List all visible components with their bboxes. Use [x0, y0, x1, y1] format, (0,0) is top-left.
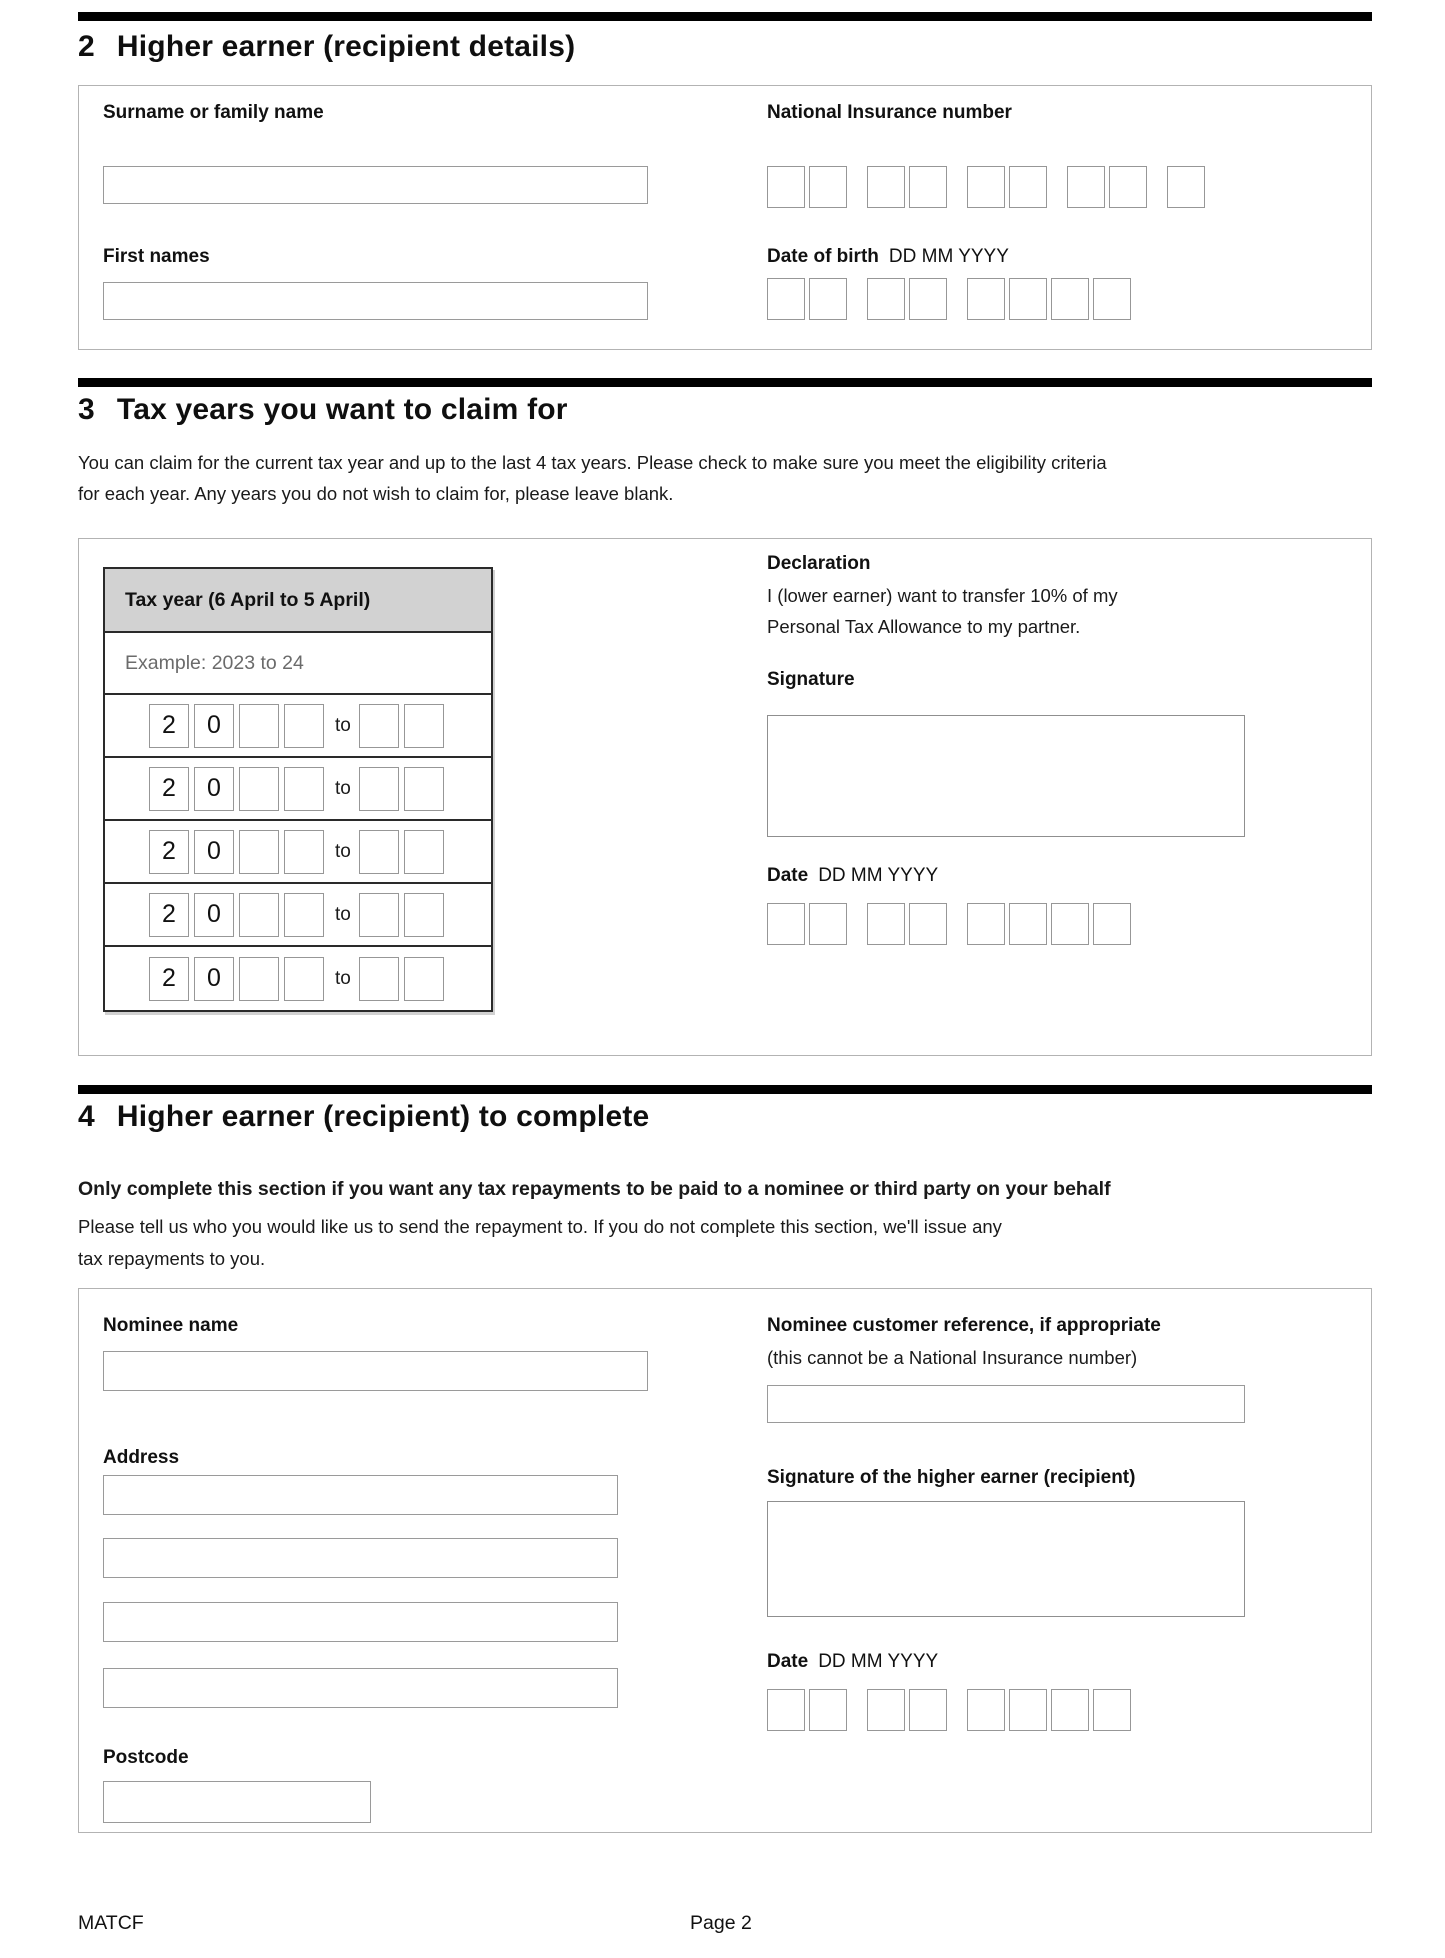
date-year-box[interactable]	[1093, 1689, 1131, 1731]
address-line4-input[interactable]	[103, 1668, 618, 1708]
nino-box[interactable]	[767, 166, 805, 208]
date-month-box[interactable]	[909, 903, 947, 945]
year-digit-box[interactable]	[404, 704, 444, 748]
section3-title-text: Tax years you want to claim for	[116, 393, 568, 426]
surname-input[interactable]	[103, 166, 648, 204]
section-divider-bar	[78, 12, 1372, 21]
section4-emphasis: Only complete this section if you want any tax repayments to be paid to a nominee or third party on your behalf	[78, 1178, 1111, 1200]
section2-panel	[78, 85, 1372, 350]
year-digit-box-prefilled: 0	[194, 957, 234, 1001]
dob-day-box[interactable]	[809, 278, 847, 320]
year-digit-box[interactable]	[404, 893, 444, 937]
nominee-ref-label: Nominee customer reference, if appropriate	[767, 1315, 1161, 1336]
section-divider-bar	[78, 1085, 1372, 1094]
year-digit-box-prefilled: 0	[194, 704, 234, 748]
year-digit-box[interactable]	[284, 704, 324, 748]
date-month-box[interactable]	[867, 1689, 905, 1731]
year-digit-box[interactable]	[404, 767, 444, 811]
dob-month-box[interactable]	[867, 278, 905, 320]
nino-box[interactable]	[909, 166, 947, 208]
section4-date-boxes	[767, 1689, 1131, 1731]
dob-day-box[interactable]	[767, 278, 805, 320]
year-digit-box[interactable]	[284, 830, 324, 874]
year-digit-box[interactable]	[359, 957, 399, 1001]
date-year-box[interactable]	[1093, 903, 1131, 945]
postcode-input[interactable]	[103, 1781, 371, 1823]
year-digit-box[interactable]	[404, 830, 444, 874]
higher-earner-signature-label: Signature of the higher earner (recipient)	[767, 1467, 1136, 1488]
first-names-input[interactable]	[103, 282, 648, 320]
tax-year-row	[105, 821, 491, 884]
section2-title	[78, 30, 575, 64]
year-digit-box[interactable]	[359, 830, 399, 874]
nino-box[interactable]	[867, 166, 905, 208]
year-digit-box[interactable]	[239, 767, 279, 811]
dob-format: DD MM YYYY	[888, 246, 1009, 267]
address-label: Address	[103, 1447, 180, 1468]
nino-label: National Insurance number	[767, 102, 1012, 123]
section4-title	[78, 1100, 649, 1134]
declaration-date-boxes	[767, 903, 1131, 945]
date-label: Date DD MM YYYY	[767, 865, 939, 886]
section3-intro-line1: You can claim for the current tax year and up to the last 4 tax years. Please check to make sure you meet the eligibility criteria	[78, 452, 1107, 473]
year-digit-box[interactable]	[359, 767, 399, 811]
dob-year-box[interactable]	[1093, 278, 1131, 320]
section4-intro-line1: Please tell us who you would like us to send the repayment to. If you do not complete this section, we'll issue any	[78, 1216, 1002, 1237]
nino-box[interactable]	[1109, 166, 1147, 208]
date-day-box[interactable]	[809, 903, 847, 945]
dob-month-box[interactable]	[909, 278, 947, 320]
date-year-box[interactable]	[1009, 903, 1047, 945]
date-month-box[interactable]	[867, 903, 905, 945]
to-label: to	[335, 967, 351, 989]
section-divider-bar	[78, 378, 1372, 387]
nominee-name-input[interactable]	[103, 1351, 648, 1391]
year-digit-box-prefilled: 0	[194, 893, 234, 937]
declaration-line1: I (lower earner) want to transfer 10% of my	[767, 585, 1118, 606]
surname-label: Surname or family name	[103, 102, 324, 123]
section3-intro-line2: for each year. Any years you do not wish to claim for, please leave blank.	[78, 483, 674, 504]
page-number: Page 2	[690, 1912, 752, 1934]
date-month-box[interactable]	[909, 1689, 947, 1731]
section2-number: 2	[78, 30, 95, 63]
year-digit-box-prefilled: 2	[149, 893, 189, 937]
dob-year-box[interactable]	[1051, 278, 1089, 320]
address-line2-input[interactable]	[103, 1538, 618, 1578]
tax-year-row	[105, 884, 491, 947]
tax-year-table	[103, 567, 493, 1012]
section3-number: 3	[78, 393, 95, 426]
postcode-label: Postcode	[103, 1747, 189, 1768]
address-line1-input[interactable]	[103, 1475, 618, 1515]
date-year-box[interactable]	[1051, 1689, 1089, 1731]
section4-title-text: Higher earner (recipient) to complete	[116, 1100, 650, 1133]
year-digit-box-prefilled: 2	[149, 830, 189, 874]
year-digit-box[interactable]	[239, 704, 279, 748]
section3-title	[78, 393, 568, 427]
nominee-ref-input[interactable]	[767, 1385, 1245, 1423]
section4-intro-line2: tax repayments to you.	[78, 1248, 266, 1269]
to-label: to	[335, 714, 351, 736]
year-digit-box[interactable]	[239, 830, 279, 874]
year-digit-box-prefilled: 0	[194, 830, 234, 874]
date-year-box[interactable]	[967, 1689, 1005, 1731]
section4-number: 4	[78, 1100, 95, 1133]
date-year-box[interactable]	[1051, 903, 1089, 945]
date-format: DD MM YYYY	[818, 1651, 939, 1672]
to-label: to	[335, 840, 351, 862]
year-digit-box-prefilled: 2	[149, 767, 189, 811]
tax-year-table-header: Tax year (6 April to 5 April)	[105, 569, 491, 633]
first-names-label: First names	[103, 246, 210, 267]
nino-box[interactable]	[809, 166, 847, 208]
nino-box[interactable]	[1167, 166, 1205, 208]
to-label: to	[335, 777, 351, 799]
year-digit-box-prefilled: 2	[149, 957, 189, 1001]
section3-panel	[78, 538, 1372, 1056]
year-digit-box[interactable]	[239, 893, 279, 937]
date-day-box[interactable]	[767, 1689, 805, 1731]
nino-boxes	[767, 166, 1205, 208]
dob-year-box[interactable]	[967, 278, 1005, 320]
nino-box[interactable]	[967, 166, 1005, 208]
nino-box[interactable]	[1067, 166, 1105, 208]
year-digit-box[interactable]	[359, 893, 399, 937]
nominee-ref-note: (this cannot be a National Insurance number)	[767, 1347, 1138, 1368]
year-digit-box[interactable]	[239, 957, 279, 1001]
section4-date-label: Date DD MM YYYY	[767, 1651, 939, 1672]
year-digit-box[interactable]	[284, 767, 324, 811]
year-digit-box[interactable]	[359, 704, 399, 748]
signature-label: Signature	[767, 669, 855, 690]
year-digit-box[interactable]	[284, 957, 324, 1001]
form-id: MATCF	[78, 1912, 144, 1934]
nominee-name-label: Nominee name	[103, 1315, 239, 1336]
date-year-box[interactable]	[967, 903, 1005, 945]
year-digit-box[interactable]	[404, 957, 444, 1001]
year-digit-box[interactable]	[284, 893, 324, 937]
date-format: DD MM YYYY	[818, 865, 939, 886]
to-label: to	[335, 903, 351, 925]
year-digit-box-prefilled: 2	[149, 704, 189, 748]
address-line3-input[interactable]	[103, 1602, 618, 1642]
section2-title-text: Higher earner (recipient details)	[116, 30, 576, 63]
nino-box[interactable]	[1009, 166, 1047, 208]
section4-panel	[78, 1288, 1372, 1833]
dob-label: Date of birth DD MM YYYY	[767, 246, 1009, 267]
date-day-box[interactable]	[809, 1689, 847, 1731]
tax-year-row	[105, 947, 491, 1010]
dob-boxes	[767, 278, 1131, 320]
declaration-heading: Declaration	[767, 553, 871, 574]
signature-box[interactable]	[767, 715, 1245, 837]
year-digit-box-prefilled: 0	[194, 767, 234, 811]
date-day-box[interactable]	[767, 903, 805, 945]
date-year-box[interactable]	[1009, 1689, 1047, 1731]
tax-year-row	[105, 695, 491, 758]
tax-year-example-row: Example: 2023 to 24	[105, 633, 491, 695]
dob-year-box[interactable]	[1009, 278, 1047, 320]
tax-year-row	[105, 758, 491, 821]
declaration-line2: Personal Tax Allowance to my partner.	[767, 616, 1081, 637]
higher-earner-signature-box[interactable]	[767, 1501, 1245, 1617]
